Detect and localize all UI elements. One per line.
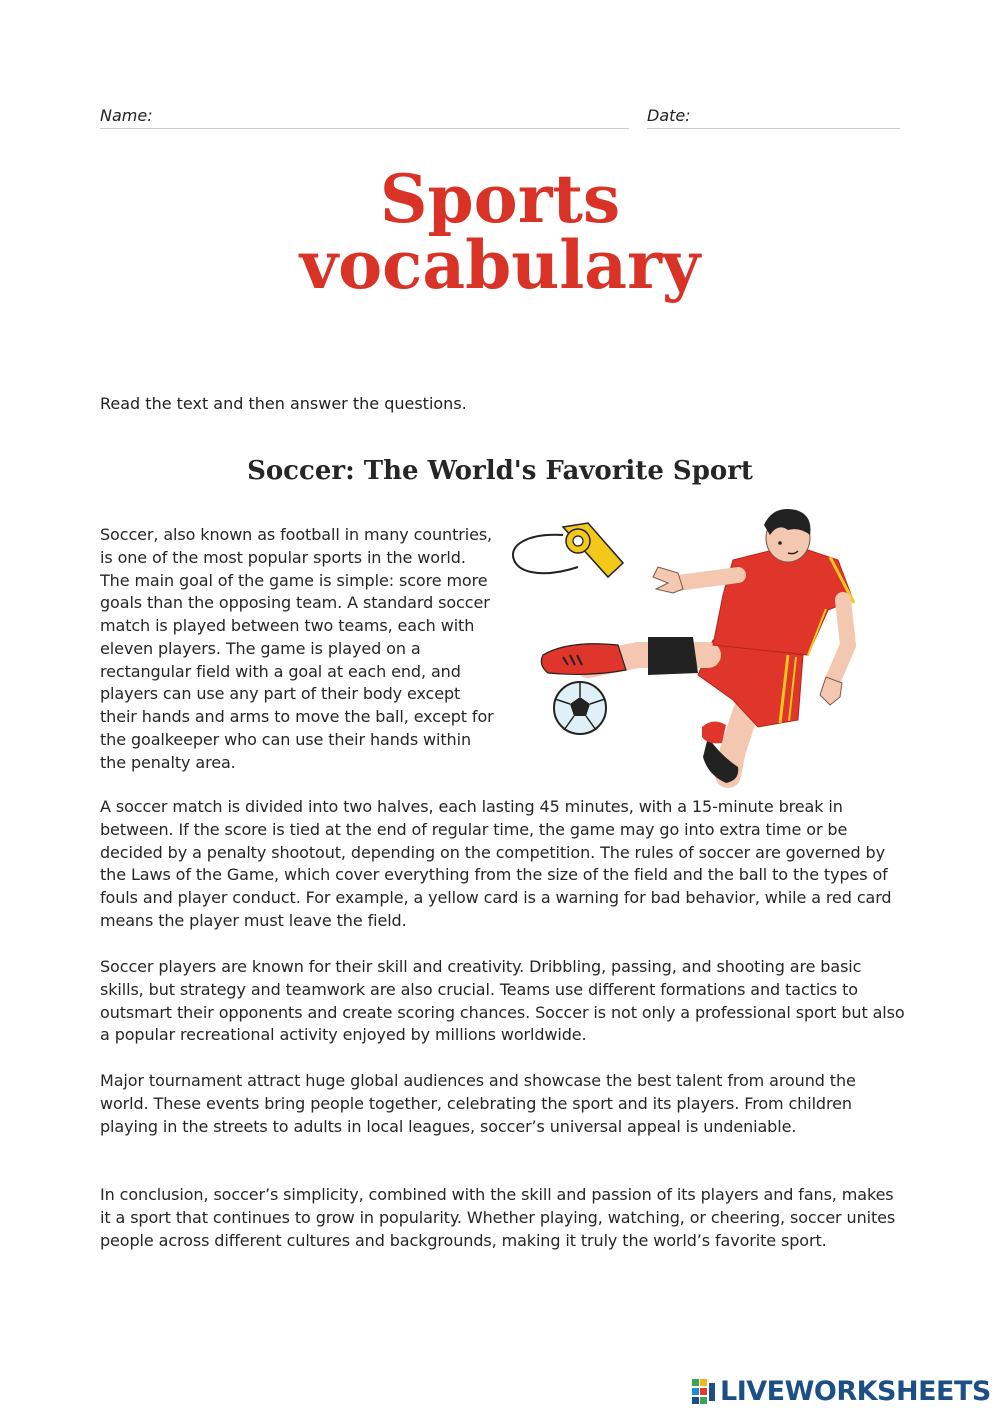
brand-text: LIVEWORKSHEETS <box>720 1376 991 1407</box>
whistle-icon <box>513 523 623 577</box>
article-title: Soccer: The World's Favorite Sport <box>247 456 753 486</box>
page-title-line-2: vocabulary <box>299 226 701 304</box>
liveworksheets-brand[interactable] <box>692 1376 991 1407</box>
article-paragraph-5: In conclusion, soccer’s simplicity, combined with the skill and passion of its players and fans, makes it a sport that continues to grow in popularity. Whether playing, watching, or cheering, soccer unites people across different cultures and backgrounds, making it truly the world’s favorite sport. <box>100 1185 896 1250</box>
article-paragraph-1: Soccer, also known as football in many countries, is one of the most popular sports in the world. The main goal of the game is simple: score more goals than the opposing team. A standard soccer match is played between two teams, each with eleven players. The game is played on a rectangular field with a goal at each end, and players can use any part of their body except their hands and arms to move the ball, except for the goalkeeper who can use their hands within the penalty area. <box>100 525 494 772</box>
page-title-line-1: Sports <box>379 160 621 238</box>
soccer-player-illustration <box>508 505 878 790</box>
instruction-text: Read the text and then answer the questions. <box>100 394 467 413</box>
liveworksheets-logo-icon <box>692 1379 716 1405</box>
name-field[interactable] <box>100 128 629 129</box>
date-label: Date: <box>647 106 691 125</box>
article-paragraph-2: A soccer match is divided into two halves, each lasting 45 minutes, with a 15-minute break in between. If the score is tied at the end of regular time, the game may go into extra time or be decided by a penalty shootout, depending on the competition. The rules of soccer are governed by the Laws of the Game, which cover everything from the size of the field and the ball to the types of fouls and player conduct. For example, a yellow card is a warning for bad behavior, while a red card means the player must leave the field. <box>100 797 892 930</box>
name-label: Name: <box>100 106 153 125</box>
date-field[interactable] <box>647 128 900 129</box>
page-title <box>0 160 1000 304</box>
article-paragraph-4: Major tournament attract huge global audiences and showcase the best talent from around the world. These events bring people together, celebrating the sport and its players. From children playing in the streets to adults in local leagues, soccer’s universal appeal is undeniable. <box>100 1071 856 1136</box>
article-paragraph-3: Soccer players are known for their skill and creativity. Dribbling, passing, and shooting are basic skills, but strategy and teamwork are also crucial. Teams use different formations and tactics to outsmart their opponents and create scoring chances. Soccer is not only a professional sport but also a popular recreational activity enjoyed by millions worldwide. <box>100 957 905 1045</box>
soccer-ball-icon <box>554 682 606 734</box>
